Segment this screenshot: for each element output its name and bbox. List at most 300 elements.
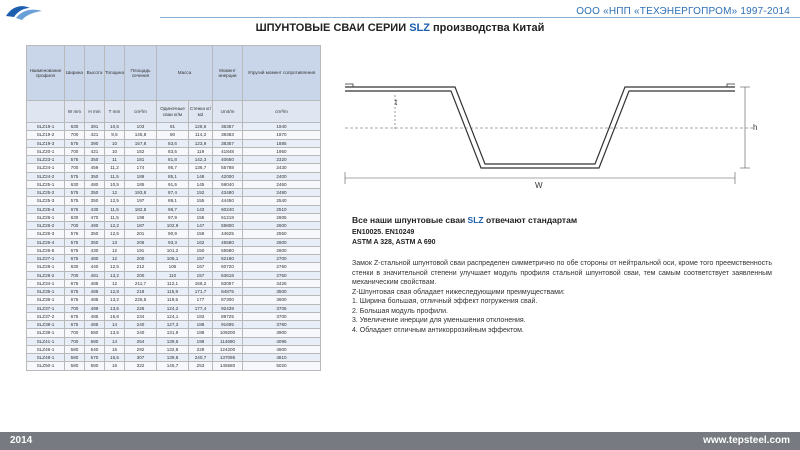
- table-cell: 128,6: [189, 123, 213, 131]
- table-cell: 485: [85, 279, 105, 287]
- table-cell: 80: [157, 131, 189, 139]
- dimension-lines: [345, 87, 758, 184]
- table-cell: 350: [85, 156, 105, 164]
- table-cell: 114,3: [189, 131, 213, 139]
- table-cell: 13,5: [105, 329, 125, 337]
- table-cell: 60240: [213, 205, 243, 213]
- table-cell: 240: [125, 321, 157, 329]
- profile-name-cell: SLZ26-5: [27, 246, 65, 254]
- table-cell: 12: [105, 255, 125, 263]
- table-cell: 119,5: [157, 296, 189, 304]
- table-cell: 177: [189, 296, 213, 304]
- table-row: [27, 296, 321, 304]
- table-cell: 14: [105, 337, 125, 345]
- table-cell: 198: [125, 213, 157, 221]
- header-modulus: Упругий момент сопротивления: [243, 46, 321, 101]
- table-cell: 139,5: [157, 337, 189, 345]
- table-cell: 675: [65, 288, 85, 296]
- table-cell: 155: [189, 197, 213, 205]
- table-cell: 59040: [213, 180, 243, 188]
- table-cell: 575: [65, 238, 85, 246]
- table-row: [27, 180, 321, 188]
- table-cell: 12: [105, 246, 125, 254]
- table-row: [27, 362, 321, 370]
- profile-name-cell: SLZ36-1: [27, 296, 65, 304]
- table-cell: 350: [85, 197, 105, 205]
- table-cell: 350: [85, 238, 105, 246]
- profile-name-cell: SLZ26-1: [27, 213, 65, 221]
- table-cell: 150: [189, 246, 213, 254]
- table-cell: 96,7: [157, 205, 189, 213]
- table-cell: 83,6: [157, 139, 189, 147]
- table-cell: 131,9: [157, 329, 189, 337]
- table-cell: 2550: [243, 230, 321, 238]
- standard-line-2: ASTM A 328, ASTM A 690: [352, 239, 436, 246]
- profile-name-cell: SLZ35-1: [27, 288, 65, 296]
- table-cell: 191: [125, 246, 157, 254]
- table-row: [27, 271, 321, 279]
- table-cell: 60720: [213, 263, 243, 271]
- profile-outline: [345, 84, 735, 168]
- table-cell: 15: [105, 345, 125, 353]
- table-cell: 1885: [243, 139, 321, 147]
- table-cell: 189: [125, 172, 157, 180]
- table-cell: 81: [157, 123, 189, 131]
- table-cell: 91,5: [157, 180, 189, 188]
- table-cell: 157,8: [125, 139, 157, 147]
- advantage-3: 3. Увеличение инерции для уменьшения отклонения.: [352, 317, 526, 324]
- table-cell: 59800: [213, 222, 243, 230]
- profile-name-cell: SLZ34-1: [27, 279, 65, 287]
- table-cell: 2760: [243, 263, 321, 271]
- profile-name-cell: SLZ19-1: [27, 123, 65, 131]
- table-cell: 124,2: [157, 304, 189, 312]
- label-width: W: [535, 181, 543, 190]
- table-cell: 211,7: [125, 279, 157, 287]
- specs-table: [26, 45, 321, 371]
- table-row: [27, 222, 321, 230]
- table-row: [27, 147, 321, 155]
- table-cell: 147: [189, 222, 213, 230]
- table-row: [27, 238, 321, 246]
- table-cell: 123,9: [189, 139, 213, 147]
- table-cell: 580: [65, 354, 85, 362]
- table-cell: 700: [65, 271, 85, 279]
- table-cell: 12,8: [105, 288, 125, 296]
- table-cell: 3700: [243, 312, 321, 320]
- table-cell: 485: [85, 321, 105, 329]
- table-cell: 675: [65, 296, 85, 304]
- table-cell: 145580: [213, 362, 243, 370]
- table-row: [27, 139, 321, 147]
- table-cell: 167: [189, 263, 213, 271]
- table-cell: 157: [189, 271, 213, 279]
- table-cell: 155: [189, 213, 213, 221]
- table-cell: 145: [189, 180, 213, 188]
- table-cell: 115,9: [157, 288, 189, 296]
- table-cell: 350: [85, 172, 105, 180]
- table-cell: 137095: [213, 354, 243, 362]
- profile-name-cell: SLZ19-2: [27, 131, 65, 139]
- profile-name-cell: SLZ20-1: [27, 147, 65, 155]
- table-cell: 1950: [243, 147, 321, 155]
- units-mass-wall: Стенка кг/м2: [189, 101, 213, 123]
- table-cell: 152: [125, 147, 157, 155]
- header-area: Площадь сечения: [125, 46, 157, 101]
- table-cell: 188: [189, 329, 213, 337]
- table-cell: 183: [189, 312, 213, 320]
- profile-name-cell: SLZ24-2: [27, 172, 65, 180]
- advantages-intro: Z-Шпунтовая свая обладает нижеследующими преимуществами:: [352, 288, 565, 296]
- table-cell: 102,9: [157, 222, 189, 230]
- table-cell: 700: [65, 329, 85, 337]
- table-cell: 234: [125, 312, 157, 320]
- table-cell: 157: [189, 255, 213, 263]
- table-cell: 2600: [243, 238, 321, 246]
- table-cell: 575: [65, 172, 85, 180]
- page-title: [0, 22, 800, 34]
- table-cell: 2600: [243, 222, 321, 230]
- units-area: cm²/m: [125, 101, 157, 123]
- table-cell: 110: [157, 271, 189, 279]
- table-cell: 580: [85, 329, 105, 337]
- table-cell: 124,1: [157, 312, 189, 320]
- profile-name-cell: SLZ41-1: [27, 337, 65, 345]
- profile-name-cell: SLZ46-1: [27, 345, 65, 353]
- table-cell: 152: [189, 189, 213, 197]
- table-cell: 158: [189, 230, 213, 238]
- table-cell: 14: [105, 321, 125, 329]
- table-cell: 700: [65, 337, 85, 345]
- company-name: ООО «НПП «ТЕХЭНЕРГОПРОМ» 1997-2014: [576, 6, 790, 17]
- table-cell: 87300: [213, 296, 243, 304]
- table-cell: 490: [85, 222, 105, 230]
- heading-accent: SLZ: [467, 215, 484, 225]
- table-cell: 240,7: [189, 354, 213, 362]
- table-cell: 61218: [213, 213, 243, 221]
- table-cell: 44625: [213, 230, 243, 238]
- table-cell: 11,5: [105, 205, 125, 213]
- table-cell: 43480: [213, 189, 243, 197]
- table-row: [27, 123, 321, 131]
- table-cell: 254: [125, 337, 157, 345]
- table-cell: 87,4: [157, 189, 189, 197]
- table-cell: 166,2: [189, 279, 213, 287]
- table-cell: 580: [65, 362, 85, 370]
- table-cell: 485: [85, 296, 105, 304]
- table-cell: 42000: [213, 172, 243, 180]
- table-cell: 381: [85, 123, 105, 131]
- table-cell: 199: [189, 337, 213, 345]
- company-logo-icon: [4, 2, 46, 22]
- table-cell: 15,5: [105, 354, 125, 362]
- table-cell: 700: [65, 131, 85, 139]
- table-cell: 12,2: [105, 222, 125, 230]
- profile-name-cell: SLZ25-4: [27, 205, 65, 213]
- table-cell: 93,3: [157, 238, 189, 246]
- table-cell: 4600: [243, 345, 321, 353]
- table-cell: 1870: [243, 131, 321, 139]
- table-cell: 62180: [213, 255, 243, 263]
- advantage-4: 4. Обладает отличным антикоррозийным эффектом.: [352, 326, 524, 334]
- table-cell: 200: [125, 271, 157, 279]
- table-cell: 580: [85, 362, 105, 370]
- table-cell: 10: [105, 139, 125, 147]
- table-row: [27, 304, 321, 312]
- footer-year: 2014: [10, 435, 33, 446]
- table-cell: 112,1: [157, 279, 189, 287]
- table-cell: 1940: [243, 123, 321, 131]
- units-spacer: [27, 101, 65, 123]
- table-row: [27, 131, 321, 139]
- profile-name-cell: SLZ37-1: [27, 304, 65, 312]
- table-cell: 3900: [243, 329, 321, 337]
- table-cell: 181: [125, 156, 157, 164]
- profile-name-cell: SLZ48-1: [27, 354, 65, 362]
- table-cell: 11: [105, 156, 125, 164]
- profile-name-cell: SLZ37-2: [27, 312, 65, 320]
- table-cell: 182,5: [125, 205, 157, 213]
- table-cell: 85,1: [157, 172, 189, 180]
- table-cell: 89,1: [157, 197, 189, 205]
- table-cell: 253: [189, 362, 213, 370]
- profile-name-cell: SLZ19-3: [27, 139, 65, 147]
- header-width: Ширина: [65, 46, 85, 101]
- table-cell: 430: [85, 246, 105, 254]
- units-height: H mm: [85, 101, 105, 123]
- table-row: [27, 156, 321, 164]
- table-row: [27, 312, 321, 320]
- table-row: [27, 246, 321, 254]
- table-row: [27, 205, 321, 213]
- table-cell: 119: [189, 147, 213, 155]
- table-cell: 13: [105, 238, 125, 246]
- header-height: Высота: [85, 46, 105, 101]
- footer-website-link[interactable]: www.tepsteel.com: [703, 435, 790, 446]
- table-cell: 193,8: [125, 189, 157, 197]
- table-cell: 45580: [213, 238, 243, 246]
- table-cell: 97,9: [157, 213, 189, 221]
- table-row: [27, 213, 321, 221]
- table-cell: 2700: [243, 255, 321, 263]
- table-cell: 459: [85, 164, 105, 172]
- table-cell: 226: [125, 304, 157, 312]
- table-cell: 485: [85, 288, 105, 296]
- table-cell: 13,5: [105, 304, 125, 312]
- table-cell: 570: [85, 354, 105, 362]
- label-thickness: t: [395, 98, 398, 107]
- units-modulus: cm³/m: [243, 101, 321, 123]
- table-cell: 13,2: [105, 271, 125, 279]
- table-cell: 16: [105, 362, 125, 370]
- table-cell: 39383: [213, 131, 243, 139]
- table-cell: 9,5: [105, 131, 125, 139]
- table-cell: 143: [189, 205, 213, 213]
- table-cell: 240: [125, 329, 157, 337]
- standards-heading: [352, 215, 772, 225]
- title-prefix: ШПУНТОВЫЕ СВАИ СЕРИИ: [255, 22, 410, 34]
- profile-name-cell: SLZ27-1: [27, 255, 65, 263]
- table-cell: 2510: [243, 205, 321, 213]
- table-cell: 700: [65, 164, 85, 172]
- table-cell: 103: [125, 123, 157, 131]
- table-cell: 700: [65, 222, 85, 230]
- specs-table-body: [27, 123, 321, 371]
- table-cell: 206: [125, 238, 157, 246]
- table-row: [27, 197, 321, 205]
- table-cell: 229: [189, 345, 213, 353]
- table-cell: 675: [65, 321, 85, 329]
- table-cell: 630: [65, 263, 85, 271]
- table-cell: 12: [105, 189, 125, 197]
- units-inertia: cm4/m: [213, 101, 243, 123]
- description-paragraph: Замок Z-стальной шпунтовой сваи распределен симметрично по обе стороны от нейтральной оси, кроме того преемственность стенки в значительной степени улучшает модуль профиля стальной шпунтовой сваи, тем самым соответствует заявленным механическим свойствам.: [352, 260, 772, 286]
- table-cell: 124200: [213, 345, 243, 353]
- table-cell: 10: [105, 147, 125, 155]
- table-cell: 145,7: [157, 362, 189, 370]
- table-cell: 4810: [243, 354, 321, 362]
- table-cell: 540: [85, 345, 105, 353]
- table-cell: 12: [105, 279, 125, 287]
- table-cell: 3500: [243, 288, 321, 296]
- table-cell: 700: [65, 147, 85, 155]
- table-cell: 470: [85, 213, 105, 221]
- units-mass-single: Одиночные сваи кг/м: [157, 101, 189, 123]
- profile-name-cell: SLZ23-1: [27, 156, 65, 164]
- table-cell: 11,2: [105, 164, 125, 172]
- table-row: [27, 321, 321, 329]
- table-cell: 440: [85, 263, 105, 271]
- table-cell: 41848: [213, 147, 243, 155]
- table-cell: 11,5: [105, 172, 125, 180]
- table-row: [27, 189, 321, 197]
- table-cell: 3600: [243, 296, 321, 304]
- table-cell: 3705: [243, 304, 321, 312]
- table-cell: 212: [125, 263, 157, 271]
- specs-table-container: [26, 45, 320, 371]
- table-cell: 114690: [213, 337, 243, 345]
- table-cell: 675: [65, 255, 85, 263]
- table-cell: 322: [125, 362, 157, 370]
- table-cell: 127,3: [157, 321, 189, 329]
- table-cell: 2320: [243, 156, 321, 164]
- table-cell: 575: [65, 197, 85, 205]
- profile-name-cell: SLZ39-1: [27, 329, 65, 337]
- table-cell: 106,1: [157, 255, 189, 263]
- table-cell: 197: [125, 197, 157, 205]
- table-cell: 11,5: [105, 213, 125, 221]
- table-cell: 13,2: [105, 296, 125, 304]
- table-row: [27, 329, 321, 337]
- table-cell: 55788: [213, 164, 243, 172]
- heading-suffix: отвечают стандартам: [483, 215, 578, 225]
- table-row: [27, 354, 321, 362]
- profile-name-cell: SLZ26-4: [27, 238, 65, 246]
- table-cell: 350: [85, 230, 105, 238]
- table-cell: 700: [65, 304, 85, 312]
- table-cell: 162: [189, 238, 213, 246]
- table-cell: 84875: [213, 288, 243, 296]
- table-cell: 145,8: [125, 131, 157, 139]
- table-cell: 132,8: [157, 345, 189, 353]
- table-row: [27, 230, 321, 238]
- profile-name-cell: SLZ25-3: [27, 197, 65, 205]
- table-cell: 4095: [243, 337, 321, 345]
- table-cell: 485: [85, 312, 105, 320]
- table-cell: 185: [125, 180, 157, 188]
- table-cell: 83,5: [157, 147, 189, 155]
- units-thickness: T mm: [105, 101, 125, 123]
- table-cell: 12,5: [105, 263, 125, 271]
- table-cell: 92439: [213, 304, 243, 312]
- table-cell: 177,4: [189, 304, 213, 312]
- table-cell: 12,5: [105, 230, 125, 238]
- header-mass: Масса: [157, 46, 213, 101]
- table-cell: 2480: [243, 189, 321, 197]
- profile-name-cell: SLZ38-1: [27, 321, 65, 329]
- table-cell: 575: [65, 156, 85, 164]
- header-thickness: Толщина: [105, 46, 125, 101]
- sheet-pile-profile-diagram: [335, 60, 775, 190]
- table-cell: 174: [125, 164, 157, 172]
- table-cell: 90,9: [157, 230, 189, 238]
- table-cell: 630: [65, 123, 85, 131]
- table-cell: 2400: [243, 172, 321, 180]
- profile-name-cell: SLZ24-1: [27, 164, 65, 172]
- profile-name-cell: SLZ26-3: [27, 230, 65, 238]
- table-cell: 480: [85, 255, 105, 263]
- table-cell: 3780: [243, 321, 321, 329]
- table-cell: 421: [85, 131, 105, 139]
- table-cell: 575: [65, 189, 85, 197]
- title-suffix: производства Китай: [429, 22, 545, 34]
- table-cell: 421: [85, 147, 105, 155]
- table-row: [27, 172, 321, 180]
- advantage-1: 1. Ширина большая, отличный эффект погружения свай.: [352, 298, 538, 305]
- profile-name-cell: SLZ50-1: [27, 362, 65, 370]
- header-inertia: Момент инерции: [213, 46, 243, 101]
- table-cell: 83057: [213, 279, 243, 287]
- table-cell: 142,3: [189, 156, 213, 164]
- table-cell: 188: [189, 321, 213, 329]
- table-cell: 2430: [243, 164, 321, 172]
- profile-name-cell: SLZ25-1: [27, 180, 65, 188]
- table-cell: 148: [189, 172, 213, 180]
- table-cell: 2540: [243, 197, 321, 205]
- table-cell: 10,5: [105, 123, 125, 131]
- table-cell: 480: [85, 180, 105, 188]
- table-cell: 292: [125, 345, 157, 353]
- table-cell: 44450: [213, 197, 243, 205]
- header-profile: Наименование профиля: [27, 46, 65, 101]
- table-cell: 101,2: [157, 246, 189, 254]
- table-cell: 2600: [243, 246, 321, 254]
- table-cell: 139,8: [157, 354, 189, 362]
- table-cell: 675: [65, 246, 85, 254]
- table-cell: 218: [125, 288, 157, 296]
- table-row: [27, 164, 321, 172]
- table-row: [27, 255, 321, 263]
- advantage-2: 2. Большая модуль профили.: [352, 307, 448, 315]
- heading-prefix: Все наши шпунтовые сваи: [352, 215, 468, 225]
- table-cell: 2605: [243, 213, 321, 221]
- table-cell: 3425: [243, 279, 321, 287]
- table-cell: 580: [85, 337, 105, 345]
- profile-name-cell: SLZ28-1: [27, 263, 65, 271]
- header-divider: [160, 17, 800, 18]
- table-cell: 2460: [243, 180, 321, 188]
- table-cell: 15,8: [105, 312, 125, 320]
